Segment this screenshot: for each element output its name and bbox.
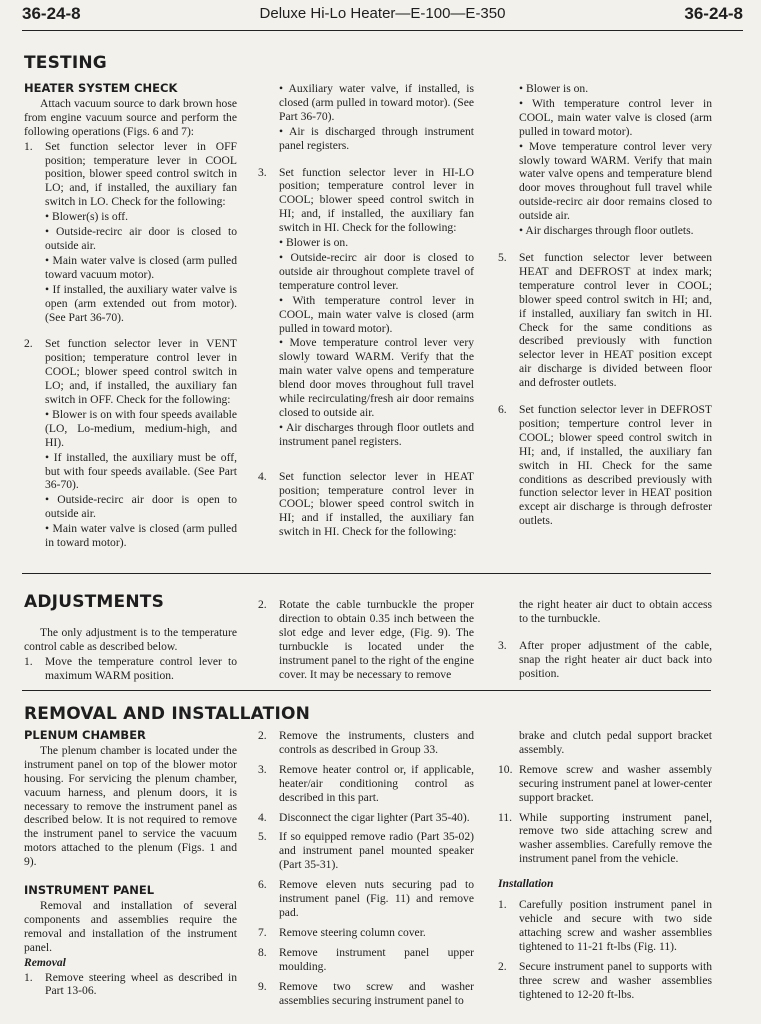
list-item: • Outside-recirc air door is open to outside air.: [45, 493, 237, 521]
installation-step: 1. Carefully position instrument panel in vehicle and secure with two side attaching screw and washer assemblies tightened to 11-21 ft-lbs (Fig. 11).: [498, 898, 712, 953]
removal-label: Removal: [24, 955, 66, 969]
removal-step-1: 1. Remove steering wheel as described in Part 13-06.: [24, 970, 237, 998]
adjustments-column-1: [24, 626, 237, 684]
removal-step: 6. Remove eleven nuts securing pad to instrument panel (Fig. 11) and remove pad.: [258, 878, 474, 919]
list-item: • Blower(s) is off.: [45, 210, 129, 224]
list-item: • Blower is on.: [519, 82, 589, 95]
instrument-panel-text: Removal and installation of several components and assemblies require the removal and installation of the instrument panel.: [24, 898, 237, 954]
page-header-title: Deluxe Hi-Lo Heater—E-100—E-350: [259, 5, 506, 22]
testing-step-5: 5. Set function selector lever between HEAT and DEFROST at index mark; temperature control lever in COOL; blower speed control switch in HI; and, if installed, auxiliary fan switch in HI. Check for the same conditions as described previously with function selector lever in HEAT position except air discharge is divided between floor and defroster outlets.: [498, 250, 712, 390]
testing-step-3: 3. Set function selector lever in HI-LO position; temperature control lever in COOL; blower speed control switch in HI; and, if installed, the auxiliary fan switch in HI. Check for the following:: [258, 165, 474, 235]
col2-top-bullets: [258, 82, 474, 153]
list-item: • With temperature control lever in COOL, main water valve is closed (arm pulled in toward motor).: [519, 96, 712, 138]
removal-column-3: [498, 729, 712, 1002]
removal-step: 2. Remove the instruments, clusters and controls as described in Group 33.: [258, 729, 474, 756]
removal-step: 9. Remove two screw and washer assemblies securing instrument panel to: [258, 979, 474, 1007]
testing-column-3: [498, 82, 712, 529]
removal-step: 5. If so equipped remove radio (Part 35-02) and instrument panel mounted speaker (Part 35-31).: [258, 830, 474, 872]
list-item: • Main water valve is closed (arm pulled toward vacuum motor).: [45, 253, 237, 281]
removal-step: 4. Disconnect the cigar lighter (Part 35-40).: [258, 810, 470, 824]
list-item: • Air is discharged through instrument panel registers.: [279, 124, 474, 152]
testing-column-2: [258, 82, 474, 540]
list-item: • Move temperature control lever very slowly toward WARM. Verify that the main water valve opens and temperature blend door moves throughout full travel while recirculating/fresh air door remains closed to outside air.: [279, 336, 474, 419]
section-divider-1: [22, 573, 711, 574]
plenum-chamber-heading: PLENUM CHAMBER: [24, 728, 146, 742]
removal-step: 3. Remove heater control or, if applicable, heater/air conditioning control as described in this part.: [258, 762, 474, 804]
list-item: • If installed, the auxiliary must be off, but with four speeds available. (See Part 36-70).: [45, 450, 237, 492]
adjustments-column-3: [498, 598, 712, 682]
page-header: [22, 4, 743, 26]
testing-step-3-bullets: [258, 236, 474, 449]
list-item: • If installed, the auxiliary water valve is open (arm extended out from motor). (See Part 36-70).: [45, 282, 237, 324]
adjustments-column-2: [258, 598, 474, 682]
testing-step-1-bullets: [24, 210, 237, 324]
removal-column-2: [258, 729, 474, 1008]
list-item: • Air discharges through floor outlets.: [519, 224, 694, 238]
list-item: • Main water valve is closed (arm pulled in toward motor).: [45, 522, 237, 550]
list-item: • Blower is on.: [279, 236, 349, 250]
section-heading-removal: REMOVAL AND INSTALLATION: [24, 704, 311, 724]
removal-step: 11. While supporting instrument panel, remove two side attaching screw and washer assemblies. Carefully remove the instrument panel from the vehicle.: [498, 810, 712, 866]
removal-column-1: [24, 729, 237, 999]
list-item: • Outside-recirc air door is closed to outside air.: [45, 225, 237, 252]
installation-step: 2. Secure instrument panel to supports with three screw and washer assemblies tightened to 12-20 ft-lbs.: [498, 959, 712, 1001]
removal-step: 8. Remove instrument panel upper moulding.: [258, 945, 474, 973]
adjustments-step-1: 1. Move the temperature control lever to maximum WARM position.: [24, 654, 237, 682]
page-number-left: 36-24-8: [22, 4, 81, 23]
testing-step-2: 2. Set function selector lever in VENT position; temperature control lever in COOL; blower speed control switch in LO; and, if installed, the auxiliary fan switch in OFF. Check for the following:: [24, 337, 237, 407]
list-item: • Blower is on with four speeds available (LO, Lo-medium, medium-high, and HI).: [45, 407, 237, 449]
testing-step-6: 6. Set function selector lever in DEFROST position; temperture control lever in COOL; blower speed control switch in HI; and, if installed, the auxiliary fan switch in HI. Check for the same conditions as described previously with function selector lever in HEAT position except air discharge is through defroster outlets.: [498, 403, 712, 528]
adjustments-intro: The only adjustment is to the temperature control cable as described below.: [24, 626, 237, 653]
list-item: • Air discharges through floor outlets and instrument panel registers.: [279, 420, 474, 448]
testing-column-1: [24, 82, 237, 551]
plenum-chamber-text: The plenum chamber is located under the instrument panel on top of the blower motor housing. For servicing the plenum chamber, vacuum harness, and plenum doors, it is necessary to remove the instrument panel as described below. It is not required to remove the instrument panel to service the vacuum motors attached to the plenum (Figs. 1 and 9).: [24, 743, 237, 869]
testing-step-4: 4. Set function selector lever in HEAT position; temperature control lever in COOL; blower speed control switch in HI; and if installed, the auxiliary fan switch in HI. Check for the following:: [258, 469, 474, 539]
heater-system-check-heading: HEATER SYSTEM CHECK: [24, 81, 178, 95]
installation-label: Installation: [498, 877, 554, 891]
adjustments-step-3: 3. After proper adjustment of the cable, snap the right heater air duct back into position.: [498, 638, 712, 680]
list-item: • Move temperature control lever very slowly toward WARM. Verify that main water valve opens and temperature blend door moves throughout full travel while outside-recirc air door remains closed to outside air.: [519, 139, 712, 223]
section-heading-testing: TESTING: [24, 53, 107, 73]
adjustments-step-2: 2. Rotate the cable turnbuckle the proper direction to obtain 0.35 inch between the slot edge and lever edge, (Fig. 9). The turnbuckle is located under the instrument panel to the right of the engine cover. It may be necessary to remove: [258, 598, 474, 681]
section-divider-2: [22, 690, 711, 691]
page-number-right: 36-24-8: [684, 4, 743, 23]
header-rule: [22, 30, 743, 31]
list-item: • Auxiliary water valve, if installed, is closed (arm pulled in toward motor). (See Part 36-70).: [279, 82, 474, 123]
col3-top-bullets: [498, 82, 712, 238]
adjustments-continuation: the right heater air duct to obtain access to the turnbuckle.: [519, 598, 712, 625]
instrument-panel-heading: INSTRUMENT PANEL: [24, 883, 155, 898]
testing-intro: Attach vacuum source to dark brown hose from engine vacuum source and perform the following operations (Figs. 6 and 7):: [24, 96, 237, 138]
list-item: • With temperature control lever in COOL, main water valve is closed (arm pulled in toward motor).: [279, 293, 474, 335]
removal-step: 7. Remove steering column cover.: [258, 925, 426, 939]
testing-step-1: 1. Set function selector lever in OFF position; temperature lever in COOL position, blower speed control switch in LO; and, if installed, the auxiliary fan switch in LO. Check for the following:: [24, 139, 237, 209]
removal-continuation: brake and clutch pedal support bracket assembly.: [519, 729, 712, 756]
removal-step: 10. Remove screw and washer assembly securing instrument panel at lower-center support bracket.: [498, 762, 712, 804]
list-item: • Outside-recirc air door is closed to outside air throughout complete travel of temperature control lever.: [279, 250, 474, 292]
section-heading-adjustments: ADJUSTMENTS: [24, 592, 165, 612]
testing-step-2-bullets: [24, 408, 237, 550]
